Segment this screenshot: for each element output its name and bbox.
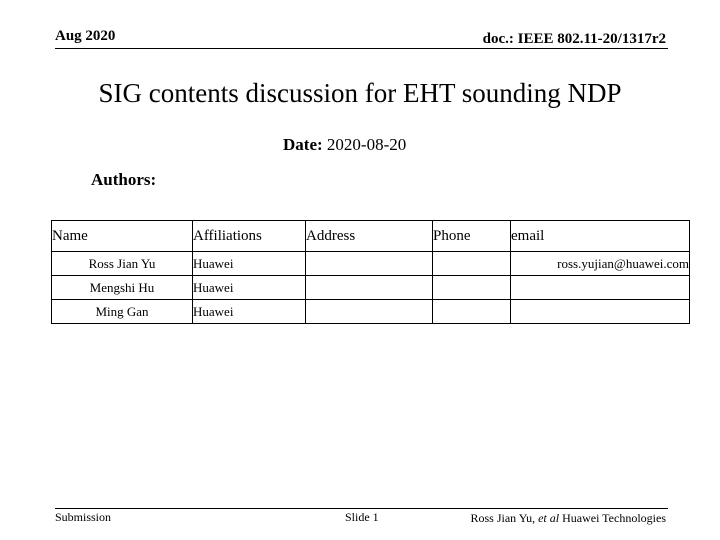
cell-name: Mengshi Hu	[52, 276, 193, 300]
footer-etal: et al	[538, 511, 560, 525]
cell-name: Ross Jian Yu	[52, 252, 193, 276]
cell-phone	[433, 252, 511, 276]
cell-name: Ming Gan	[52, 300, 193, 324]
cell-affiliation: Huawei	[193, 252, 306, 276]
footer-slide-number: Slide 1	[345, 510, 379, 524]
date-label: Date:	[283, 135, 323, 154]
date-line	[283, 135, 406, 155]
authors-label: Authors:	[91, 170, 157, 189]
slide-title: SIG contents discussion for EHT sounding NDP	[98, 78, 622, 108]
header-date: Aug 2020	[55, 28, 116, 44]
cell-email	[511, 300, 690, 324]
header-name: Name	[52, 221, 193, 252]
table-row	[52, 276, 690, 300]
cell-email	[511, 276, 690, 300]
cell-phone	[433, 300, 511, 324]
cell-email: ross.yujian@huawei.com	[511, 252, 690, 276]
authors-table	[51, 220, 690, 324]
cell-address	[306, 300, 433, 324]
table-header-row	[52, 221, 690, 252]
header-phone: Phone	[433, 221, 511, 252]
cell-address	[306, 252, 433, 276]
header-address: Address	[306, 221, 433, 252]
header-email: email	[511, 221, 690, 252]
footer-org: Huawei Technologies	[559, 511, 666, 525]
cell-phone	[433, 276, 511, 300]
cell-address	[306, 276, 433, 300]
footer-submission: Submission	[55, 510, 112, 524]
footer-rule	[55, 508, 668, 509]
cell-affiliation: Huawei	[193, 276, 306, 300]
header-affiliations: Affiliations	[193, 221, 306, 252]
date-value: 2020-08-20	[322, 135, 407, 154]
header-doc-id: doc.: IEEE 802.11-20/1317r2	[482, 31, 666, 47]
table-row	[52, 252, 690, 276]
cell-affiliation: Huawei	[193, 300, 306, 324]
table-row	[52, 300, 690, 324]
footer-author-name: Ross Jian Yu,	[470, 511, 536, 525]
footer-author	[471, 511, 667, 526]
header-rule	[55, 48, 668, 49]
